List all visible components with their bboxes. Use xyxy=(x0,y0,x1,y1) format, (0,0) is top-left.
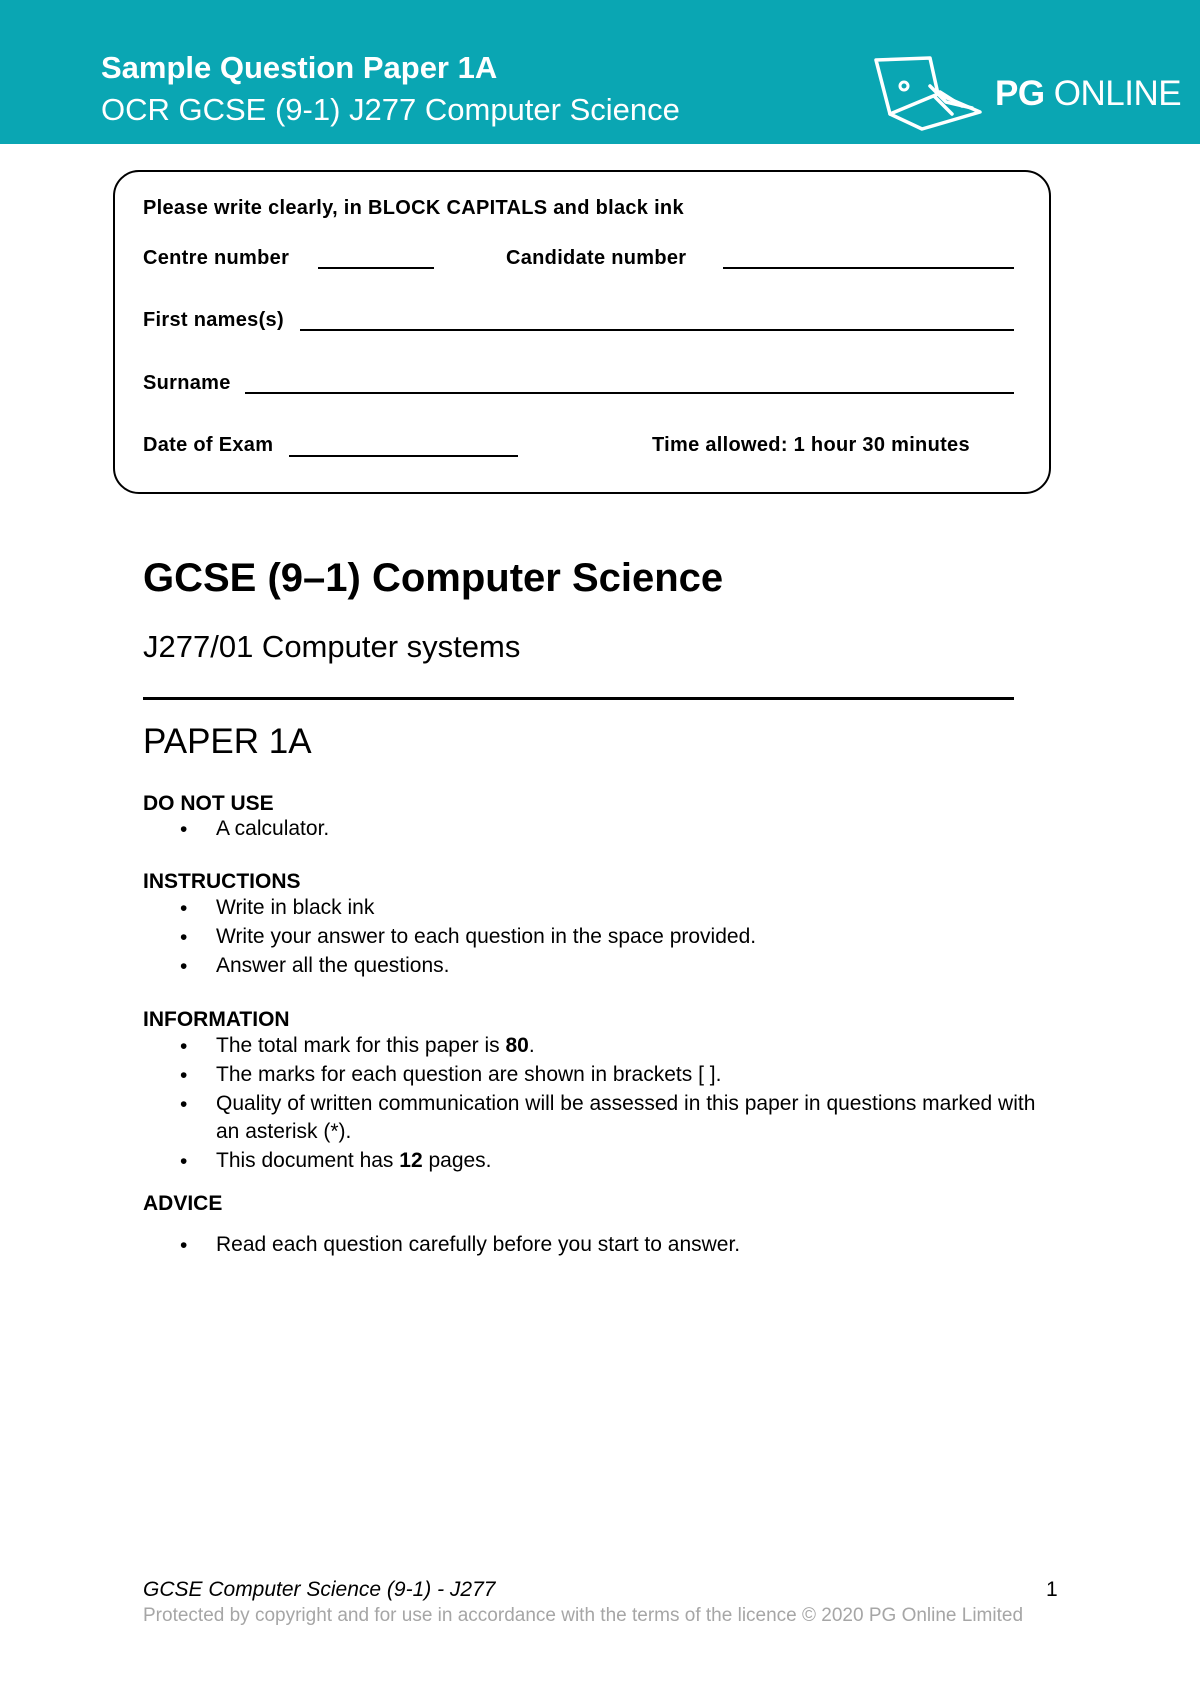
bullet-icon: • xyxy=(180,1150,188,1173)
copyright-notice: Protected by copyright and for use in accordance with the terms of the licence © 2020 PG Online Limited xyxy=(143,1605,1024,1626)
title-divider xyxy=(143,697,1014,700)
list-item: Answer all the questions. xyxy=(216,954,450,977)
list-item: A calculator. xyxy=(216,817,330,840)
paper-label: PAPER 1A xyxy=(143,722,312,761)
logo-light-text: ONLINE xyxy=(1044,74,1182,113)
surname-label: Surname xyxy=(143,372,231,394)
centre-number-field[interactable] xyxy=(318,267,434,269)
page-count-value: 12 xyxy=(399,1149,423,1172)
list-item xyxy=(216,1147,1046,1175)
bullet-icon: • xyxy=(180,955,188,978)
list-item xyxy=(216,1032,1046,1060)
first-names-field[interactable] xyxy=(300,329,1014,331)
first-names-label: First names(s) xyxy=(143,309,284,331)
bullet-icon: • xyxy=(180,1093,188,1116)
list-item: Quality of written communication will be assessed in this paper in questions marked with an asterisk (*). xyxy=(216,1092,1036,1143)
date-of-exam-label: Date of Exam xyxy=(143,434,274,456)
header-title: Sample Question Paper 1A xyxy=(101,50,498,85)
list-item-text: The total mark for this paper is xyxy=(216,1034,506,1057)
document-subtitle: J277/01 Computer systems xyxy=(143,629,521,664)
list-item-text: This document has xyxy=(216,1149,400,1172)
document-title: GCSE (9–1) Computer Science xyxy=(143,556,724,600)
list-item: Read each question carefully before you start to answer. xyxy=(216,1233,741,1256)
bullet-icon: • xyxy=(180,897,188,920)
laptop-book-icon xyxy=(872,56,984,132)
candidate-number-label: Candidate number xyxy=(506,247,687,269)
instructions-heading: INSTRUCTIONS xyxy=(143,870,301,893)
time-allowed: Time allowed: 1 hour 30 minutes xyxy=(652,434,970,456)
logo-bold-text: PG xyxy=(995,74,1045,113)
do-not-use-heading: DO NOT USE xyxy=(143,792,274,815)
footer-course-title: GCSE Computer Science (9-1) - J277 xyxy=(143,1578,496,1601)
total-mark-value: 80 xyxy=(505,1034,529,1057)
bullet-icon: • xyxy=(180,1064,188,1087)
page-number: 1 xyxy=(1046,1578,1058,1601)
bullet-icon: • xyxy=(180,1035,188,1058)
bullet-icon: • xyxy=(180,818,188,841)
pg-online-logo xyxy=(995,74,1181,114)
surname-field[interactable] xyxy=(245,392,1014,394)
date-of-exam-field[interactable] xyxy=(289,455,518,457)
list-item: The marks for each question are shown in brackets [ ]. xyxy=(216,1063,722,1086)
block-capitals-instruction: Please write clearly, in BLOCK CAPITALS and black ink xyxy=(143,197,684,219)
bullet-icon: • xyxy=(180,926,188,949)
list-item: Write your answer to each question in the space provided. xyxy=(216,925,757,948)
header-subtitle: OCR GCSE (9-1) J277 Computer Science xyxy=(101,92,680,127)
list-item: Write in black ink xyxy=(216,896,375,919)
centre-number-label: Centre number xyxy=(143,247,290,269)
list-item-text: . xyxy=(528,1034,535,1057)
candidate-number-field[interactable] xyxy=(723,267,1014,269)
information-heading: INFORMATION xyxy=(143,1008,290,1031)
list-item-text: pages. xyxy=(422,1149,492,1172)
bullet-icon: • xyxy=(180,1234,188,1257)
advice-heading: ADVICE xyxy=(143,1192,223,1215)
